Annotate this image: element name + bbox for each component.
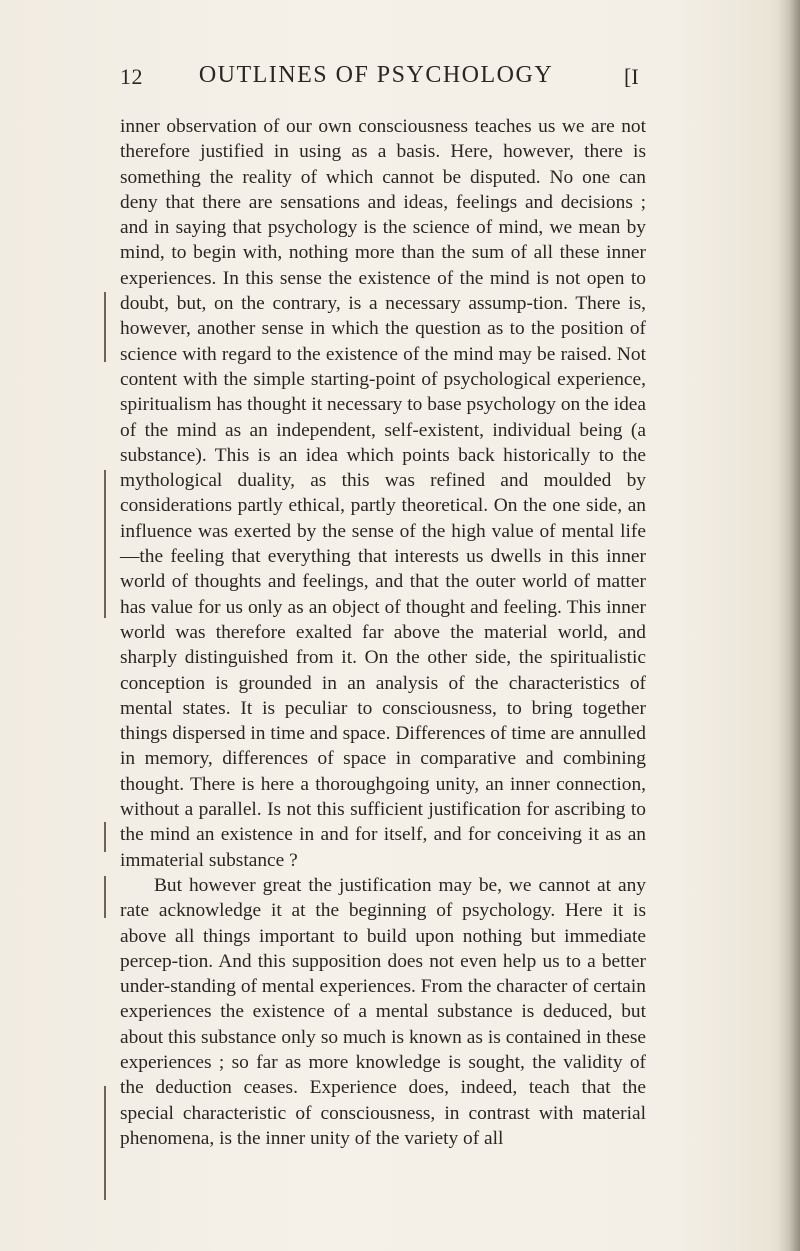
running-header	[0, 62, 800, 92]
margin-pencil-mark	[104, 822, 106, 852]
margin-pencil-mark	[104, 470, 106, 618]
page-edge-shadow	[778, 0, 800, 1251]
page-number: 12	[120, 64, 143, 89]
paragraph-1: inner observation of our own consciousness teaches us we are not therefore justified in using as a basis. Here, however, there is something the reality of which cannot be disputed. No one can deny that there are sensations and ideas, feelings and decisions ; and in saying that psychology is the science of mind, we mean by mind, to begin with, nothing more than the sum of all these inner experiences. In this sense the existence of the mind is not open to doubt, but, on the contrary, is a necessary assump-tion. There is, however, another sense in which the question as to the position of science with regard to the existence of the mind may be raised. Not content with the simple starting-point of psychological experience, spiritualism has thought it necessary to base psychology on the idea of the mind as an independent, self-existent, individual being (a substance). This is an idea which points back historically to the mythological duality, as this was refined and moulded by considerations partly ethical, partly theoretical. On the one side, an influence was exerted by the sense of the high value of mental life—the feeling that everything that interests us dwells in this inner world of thoughts and feelings, and that the outer world of matter has value for us only as an object of thought and feeling. This inner world was therefore exalted far above the material world, and sharply distinguished from it. On the other side, the spiritualistic conception is grounded in an analysis of the characteristics of mental states. It is peculiar to consciousness, to bring together things dispersed in time and space. Differences of time are annulled in memory, differences of space in comparative and combining thought. There is here a thoroughgoing unity, an inner connection, without a parallel. Is not this sufficient justification for ascribing to the mind an existence in and for itself, and for conceiving it as an immaterial substance ?	[120, 116, 646, 871]
section-mark: [I	[624, 64, 639, 89]
body-text	[120, 114, 646, 1151]
margin-pencil-mark	[104, 292, 106, 362]
margin-pencil-mark	[104, 1086, 106, 1200]
margin-pencil-mark	[104, 876, 106, 918]
paragraph-2: But however great the justification may be, we cannot at any rate acknowledge it at the beginning of psychology. Here it is above all things important to build upon nothing but immediate percep-tion. And this supposition does not even help us to a better under-standing of mental experiences. From the character of certain experiences the existence of a mental substance is deduced, but about this substance only so much is known as is contained in these experiences ; so far as more knowledge is sought, the validity of the deduction ceases. Experience does, indeed, teach that the special characteristic of consciousness, in contrast with material phenomena, is the inner unity of the variety of all	[120, 874, 646, 1149]
running-title: OUTLINES OF PSYCHOLOGY	[198, 62, 554, 88]
